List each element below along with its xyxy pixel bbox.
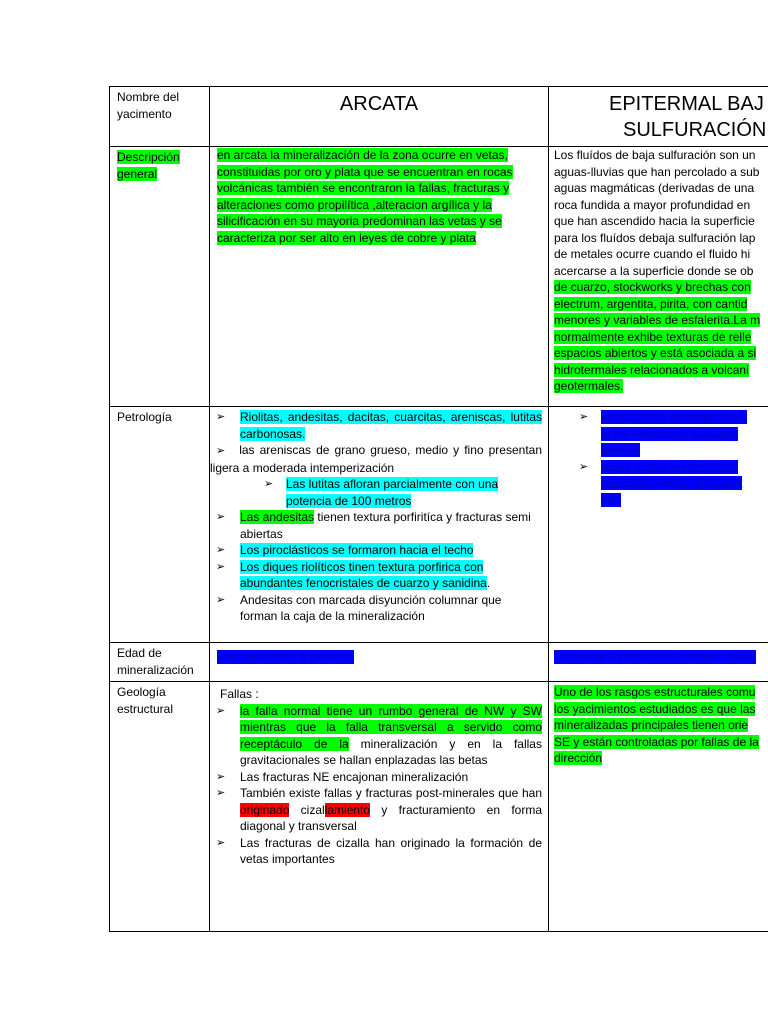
petrologia-item-text: Andesitas con marcada disyunción columnar que forman la caja de la mineralización: [240, 592, 502, 623]
edad-epitermal-cell: [549, 643, 768, 682]
geologia-item-text: mineralización y en la fallas gravitacionales se hallan enplazadas las betas: [240, 736, 542, 767]
petrologia-epitermal-text: rodacitas, riolita). Encajant: [601, 476, 743, 490]
header-label: Nombre del yacimento: [117, 90, 180, 121]
arrow-bullet-icon: ➢: [216, 836, 226, 849]
geologia-epitermal-line: [554, 750, 768, 767]
descripcion-epitermal-line: aguas magmáticas (derivadas de una: [554, 181, 755, 195]
petrologia-epitermal-line: [601, 409, 768, 426]
header-row: [110, 87, 768, 147]
epitermal-title-line2: SULFURACIÓN: [623, 119, 767, 141]
descripcion-epitermal-line: aguas-lluvias que han percolado a sub: [554, 164, 760, 179]
descripcion-epitermal-green-line: [554, 378, 768, 395]
petrologia-epitermal-text: rocas ácidas a intermedia: [601, 459, 738, 474]
petrologia-epitermal-text: basalto: [601, 443, 640, 457]
petrologia-epitermal-item: [549, 409, 768, 459]
petrologia-epitermal-line: [601, 426, 768, 443]
geologia-epitermal-text: [554, 682, 768, 767]
edad-arcata-cell: [210, 643, 549, 682]
descripcion-epitermal-green-text: de cuarzo, stockworks y brechas con: [554, 280, 751, 294]
arrow-bullet-icon: ➢: [579, 411, 589, 423]
descripcion-epitermal-line: roca fundida a mayor profundidad en: [554, 197, 751, 212]
arrow-bullet-icon: ➢: [216, 787, 226, 799]
geologia-item-text: Las fracturas NE encajonan mineralización: [240, 769, 469, 784]
petrologia-epitermal-text: 800: [601, 492, 622, 507]
petrologia-epitermal-text: entre andesítica a riolítica: [601, 426, 738, 441]
geologia-epitermal-green-text: dirección: [554, 751, 603, 765]
edad-label-cell: [110, 643, 210, 682]
arrow-bullet-icon: ➢: [216, 560, 226, 573]
geologia-list-item: [210, 769, 542, 786]
edad-label: Edad de mineralización: [117, 646, 194, 677]
descripcion-label: Descripción general: [117, 150, 180, 181]
geologia-epitermal-green-text: mineralizadas principales tienen orie: [554, 718, 749, 732]
arcata-title-cell: [210, 87, 549, 147]
petrologia-list-item: [210, 409, 542, 442]
petrologia-epitermal-text: piroclásticos de composició: [601, 410, 748, 424]
epitermal-title-cell: [549, 87, 768, 147]
geologia-epitermal-line: [554, 684, 768, 701]
edad-arcata-text: mioceno tardio a plioceno: [217, 650, 354, 664]
arrow-bullet-icon: ➢: [216, 770, 226, 783]
petrologia-list-item: [210, 559, 542, 592]
petrologia-epitermal-line: [601, 492, 768, 509]
petrologia-item-highlight: Las andesitas: [240, 510, 315, 524]
geologia-item-text: y fracturamiento en forma diagonal y transversal: [240, 802, 542, 833]
geologia-epitermal-line: [554, 734, 768, 751]
descripcion-epitermal-green-line: [554, 296, 768, 313]
descripcion-epitermal-green-line: [554, 362, 768, 379]
descripcion-epitermal-green-text: normalmente exhibe texturas de relle: [554, 329, 752, 344]
petrologia-label-cell: [110, 407, 210, 643]
edad-epitermal-text: Terciarios Paleozoicos Paleoceno Mio: [554, 650, 757, 664]
descripcion-epitermal-plain: [554, 147, 768, 279]
geologia-label-cell: [110, 682, 210, 932]
petrologia-item-text: Riolitas, andesitas, dacitas, cuarcitas, areniscas, lutitas carbonosas.: [240, 410, 542, 441]
arrow-bullet-icon: ➢: [216, 593, 226, 606]
arrow-bullet-icon: ➢: [216, 445, 226, 457]
petrologia-item-text: Los piroclásticos se formaron hacia el techo: [240, 543, 474, 557]
arrow-bullet-icon: ➢: [216, 704, 226, 717]
petrologia-arcata-cell: [210, 407, 549, 643]
header-label-cell: [110, 87, 210, 147]
epitermal-title-line1: EPITERMAL BAJ: [609, 93, 764, 115]
petrologia-item-text: las areniscas de grano grueso, medio y fino presentan ligera a moderada intemperización: [210, 443, 542, 475]
petrologia-epitermal-list: [549, 409, 768, 508]
geologia-item-red: originado: [240, 802, 290, 817]
petrologia-epitermal-line: [601, 459, 768, 476]
petrologia-row: [110, 407, 768, 643]
descripcion-epitermal-green-text: geotermales.: [554, 379, 624, 393]
descripcion-epitermal-cell: [549, 147, 768, 407]
petrologia-list-item: [210, 542, 542, 559]
geologia-label: Geología estructural: [117, 685, 174, 716]
geologia-list-item: [210, 785, 542, 835]
geologia-arcata-cell: [210, 682, 549, 932]
descripcion-epitermal-line: que han ascendido hacia la superficie: [554, 214, 755, 228]
petrologia-list-item: [210, 442, 542, 476]
petrologia-list-item: [210, 509, 542, 542]
descripcion-epitermal-green-line: [554, 312, 768, 329]
geologia-epitermal-line: [554, 701, 768, 718]
geologia-epitermal-line: [554, 717, 768, 734]
geologia-epitermal-green-text: SE y están controladas por fallas de la: [554, 734, 759, 749]
geologia-item-text: cizal: [289, 802, 325, 817]
arcata-title: ARCATA: [339, 93, 419, 115]
descripcion-epitermal-green-line: [554, 279, 768, 296]
geologia-arcata-list: [210, 703, 542, 868]
geologia-item-text: También existe fallas y fracturas post-minerales que han: [240, 786, 542, 800]
descripcion-epitermal-green: [554, 279, 768, 395]
descripcion-epitermal-line: Los fluídos de baja sulfuración son un: [554, 148, 756, 162]
descripcion-label-cell: [110, 147, 210, 407]
petrologia-item-text: Los diques riolíticos tinen textura porfirica con abundantes fenocristales de cuarzo y sanidina: [240, 559, 487, 590]
petrologia-epitermal-line: [601, 442, 768, 459]
arrow-bullet-icon: ➢: [579, 460, 589, 473]
petrologia-arcata-list: [210, 409, 542, 625]
descripcion-epitermal-green-text: menores y variables de esfalerita.La m: [554, 313, 761, 327]
descripcion-epitermal-green-line: [554, 345, 768, 362]
arrow-bullet-icon: ➢: [216, 511, 226, 523]
fallas-label: Fallas :: [220, 687, 259, 701]
geologia-row: [110, 682, 768, 932]
geologia-item-highlight: la falla normal tiene un rumbo general de NW y SW mientras que la falla transversal a servido como receptáculo de la: [240, 703, 542, 751]
descripcion-row: [110, 147, 768, 407]
descripcion-epitermal-green-text: hidrotermales relacionados a volcani: [554, 362, 749, 377]
petrologia-item-text: Las lutitas afloran parcialmente con una potencia de 100 metros: [286, 477, 499, 508]
geologia-item-text: Las fracturas de cizalla han originado la formación de vetas importantes: [240, 835, 542, 866]
petrologia-list-item: [210, 476, 542, 509]
comparison-table: [109, 86, 768, 932]
descripcion-epitermal-green-text: electrum, argentita, pirita, con cantid: [554, 296, 748, 311]
petrologia-epitermal-cell: [549, 407, 768, 643]
arrow-bullet-icon: ➢: [264, 478, 274, 490]
geologia-epitermal-green-text: los yacimientos estudiados es que las: [554, 701, 756, 716]
geologia-epitermal-cell: [549, 682, 768, 932]
descripcion-epitermal-line: de metales ocurre cuando el fluido hi: [554, 247, 751, 261]
descripcion-epitermal-line: para los fluídos debaja sulfuración lap: [554, 230, 756, 245]
geologia-list-item: [210, 703, 542, 769]
descripcion-epitermal-green-text: espacios abiertos y está asociada a si: [554, 346, 757, 360]
descripcion-epitermal-line: acercarse a la superficie donde se ob: [554, 263, 754, 278]
petrologia-item-tail: .: [486, 576, 491, 590]
geologia-epitermal-green-text: Uno de los rasgos estructurales comu: [554, 685, 756, 699]
edad-row: [110, 643, 768, 682]
petrologia-epitermal-line: [601, 475, 768, 492]
arrow-bullet-icon: ➢: [216, 544, 226, 556]
petrologia-list-item: [210, 592, 542, 625]
descripcion-arcata-cell: [210, 147, 549, 407]
petrologia-item-text: tienen textura porfiritíca y fracturas semi abiertas: [240, 510, 531, 541]
geologia-item-red: lamiento: [324, 802, 371, 817]
petrologia-epitermal-item: [549, 459, 768, 509]
descripcion-arcata-text: en arcata la mineralización de la zona ocurre en vetas, constituidas por oro y plata que se encuentran en rocas volcánicas también se encontraron la fallas, fracturas y alteraciones como propilítica ,alteracion argílica y la silicificación en su mayoria predominan las vetas y se caracteriza por ser alto en leyes de cobre y plata: [217, 148, 513, 245]
arrow-bullet-icon: ➢: [216, 411, 226, 423]
geologia-list-item: [210, 835, 542, 868]
descripcion-epitermal-green-line: [554, 329, 768, 346]
petrologia-label: Petrología: [117, 410, 172, 424]
